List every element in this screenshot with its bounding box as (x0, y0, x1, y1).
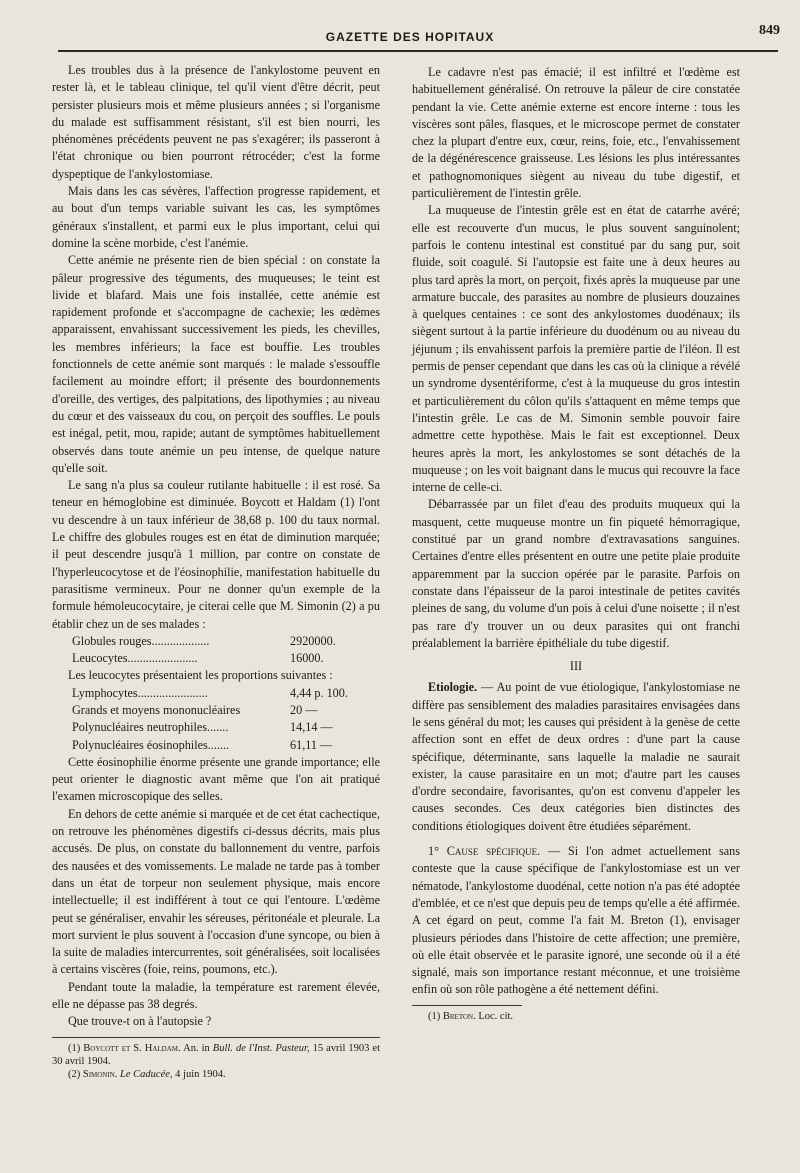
proportion-label: Lymphocytes....................... (72, 685, 208, 700)
right-column (412, 64, 740, 1023)
proportion-label: Polynucléaires éosinophiles....... (72, 737, 230, 752)
paragraph: En dehors de cette anémie si marquée et de cet état cachectique, on retrouve les phénomènes digestifs ci-dessus décrits, mais plus accusés. De plus, on constate du ballonnement du ventre, parfois des nausées et des vomissements. Le malade ne tarde pas à tomber dans un état de torpeur non seulement physique, mais encore intellectuelle; il est indifférent à tout ce qui l'entoure. L'œdème peut se généraliser, envahir les séreuses, péritonéale et pleurale. La mort survient le plus souvent à l'occasion d'une syncope, ou bien à la suite de maladies intercurrentes, soit généralisées, soit localisées à certains viscères (foie, reins, poumons, etc.). (52, 806, 380, 977)
paragraph: Que trouve-t on à l'autopsie ? (68, 1014, 212, 1029)
proportion-label: Grands et moyens mononucléaires (72, 702, 241, 717)
blood-count-label: Globules rouges................... (72, 633, 210, 648)
paragraph: La muqueuse de l'intestin grêle est en état de catarrhe avéré; elle est recouverte d'un mucus, le plus souvent sanguinolent; parfois le contenu intestinal est constitué par du sang pur, soit fluide, soit coagulé. Si l'autopsie est faite une à deux heures au plus tard après la mort, on perçoit, fixés après la muqueuse par une armature buccale, des parasites au nombre de plusieurs douzaines à quelques centaines : ce sont des ankylostomes duodénaux; ils siègent surtout à la partie inférieure du duodénum ou au niveau du jéjunum ; ils envahissent parfois la première partie de l'iléon. Il est permis de penser cependant que dans les cas où la clinique a révélé un syndrome dysentériforme, c'est à la muqueuse du gros intestin et particulièrement du côlon qu'ils s'attaquent en même temps que l'intestin grêle. Le cas de M. Simonin semble pouvoir faire admettre cette hypothèse. Mais le fait est exceptionnel. Deux heures après la mort, les ankylostomes se sont détachés de la muqueuse ; on les voit baignant dans le mucus qui recouvre la face interne de celle-ci. (412, 203, 740, 495)
paragraph: Le sang n'a plus sa couleur rutilante habituelle : il est rosé. Sa teneur en hémoglobine est diminuée. Boycott et Haldam (1) l'ont vu descendre à un taux inférieur de 38,68 p. 100 du taux normal. Le chiffre des globules rouges est en état de diminution marquée; il peut descendre jusqu'à 1 million, par contre on constate de l'hyperleucocytose et de l'éosinophilie, manifestation habituelle du parasitisme vermineux. Pour ne donner qu'un exemple de la formule hémoleucocytaire, je citerai celle que M. Simonin (2) a pu établir chez un de ses malades : (52, 478, 380, 631)
proportion-row (52, 737, 380, 754)
blood-count-value: 2920000. (290, 633, 336, 648)
paragraph: Cette éosinophilie énorme présente une grande importance; elle peut orienter le diagnostic avant même que l'on ait pratiqué l'examen microscopique des selles. (52, 754, 380, 804)
proportion-label: Polynucléaires neutrophiles....... (72, 720, 229, 735)
paragraph: Le cadavre n'est pas émacié; il est infiltré et l'œdème est habituellement généralisé. On retrouve la pâleur de cire constatée pendant la vie. Cette anémie externe est encore interne : tous les viscères sont pâles, flasques, et le microscope permet de constater chez la plupart d'entre eux, cœur, reins, foie, etc., l'envahissement de la dégénérescence graisseuse. Les lésions les plus intéressantes et pathognomoniques siègent au niveau du tube digestif, et particulièrement de l'intestin grêle. (412, 65, 740, 201)
left-column (52, 62, 380, 1081)
journal-title: GAZETTE DES HOPITAUX (325, 30, 495, 44)
proportion-value: 4,44 p. 100. (290, 685, 348, 700)
section-number: III (569, 659, 583, 674)
blood-count-label: Leucocytes....................... (72, 651, 198, 666)
paragraph: Mais dans les cas sévères, l'affection progresse rapidement, et au bout d'un temps variable suivant les cas, les symptômes généraux s'installent, et parmi eux le plus important, celui qui domine la scène morbide, c'est l'anémie. (52, 184, 380, 250)
page-number: 849 (759, 23, 780, 38)
blood-count-row (52, 633, 380, 650)
footnote: (1) Breton. Loc. cit. (428, 1010, 514, 1022)
paragraph: Cette anémie ne présente rien de bien spécial : on constate la pâleur progressive des téguments, des muqueuses; le teint est livide et blafard. Mais une fois installée, cette anémie est rapidement profonde et s'accompagne de cachexie; les œdèmes apparaissent, envahissant successivement les pieds, les chevilles, les membres inférieurs; la face est bouffie. Les troubles fonctionnels de cette anémie sont marqués : le malade s'essouffle facilement au moindre effort; il présente des bourdonnements d'oreille, des vertiges, des palpitations, des lipothymies ; au niveau du cœur et des vaisseaux du cou, on perçoit des souffles. Le pouls est inégal, petit, mou, rapide; autant de symptômes habituellement observés dans toute anémie un peu intense, de quelque nature qu'elle soit. (52, 253, 380, 475)
etiology-heading: Etiologie. (428, 680, 478, 695)
paragraph: Les troubles dus à la présence de l'ankylostome peuvent en rester là, et le tableau clinique, tel qu'il vient d'être décrit, peut persister plusieurs mois et même plusieurs années ; si l'organisme du malade est suffisamment résistant, s'il est bien nourri, les phénomènes précédents peuvent ne pas s'exagérer; ils passeront à l'état chronique ou bien pourront rétrocéder; c'est la forme dyspeptique de l'ankylostomiase. (52, 63, 380, 181)
proportion-value: 14,14 — (290, 720, 333, 735)
footnotes (412, 1005, 522, 1023)
specific-cause-heading: 1° Cause spécifique. (428, 844, 541, 859)
proportion-row (52, 702, 380, 719)
etiology-paragraph: Etiologie. — Au point de vue étiologique, l'ankylostomiase ne diffère pas sensiblement des maladies parasitaires envisagées dans le sens général du mot; les causes qui président à la genèse de cette affection sont en effet de deux ordres : d'une part la cause spécifique, déterminante, sans laquelle la maladie ne saurait exister, la cause parasitaire en un mot; d'autre part les causes d'ordre secondaire, favorisantes, qu'on est convenu d'appeler les causes secondes. Ces deux catégories bien distinctes des conditions étiologiques doivent être étudiées séparément. (412, 680, 740, 833)
blood-count-value: 16000. (290, 651, 324, 666)
page-header (40, 23, 780, 48)
proportion-value: 20 — (290, 702, 318, 717)
paragraph: Débarrassée par un filet d'eau des produits muqueux qui la masquent, cette muqueuse montre un fin piqueté hémorragique, constitué par un grand nombre d'extravasations sanguines. Certaines d'entre elles présentent en outre une petite plaie produite apparemment par la succion opérée par le parasite. Parfois on constate dans l'épaisseur de la paroi intestinale de petites cavités pleines de sang, du volume d'un pois à celui d'une noisette ; il n'est pas rare d'y trouver un ou deux parasites qui ont franchi préalablement la barrière épithéliale du tube digestif. (412, 497, 740, 650)
footnotes (52, 1037, 380, 1081)
proportion-row (52, 719, 380, 736)
paragraph: Les leucocytes présentaient les proportions suivantes : (68, 668, 333, 683)
footnote: (2) Simonin. Le Caducée, 4 juin 1904. (68, 1068, 226, 1080)
proportion-value: 61,11 — (290, 737, 333, 752)
proportion-row (52, 685, 380, 702)
blood-count-row (52, 650, 380, 667)
specific-cause-paragraph: 1° Cause spécifique. — Si l'on admet actuellement sans conteste que la cause spécifique de l'ankylostomiase est un ver nématode, l'ankylostome duodénal, cette notion n'a pas été adoptée d'emblée, et ce n'est que depuis peu de temps qu'elle a été affirmée. A cet égard on peut, comme l'a fait M. Breton (1), envisager plusieurs périodes dans l'histoire de cette affection; une première, où elle était observée et le parasite ignoré, une seconde où il a été signalé, mais son importance restant méconnue, et une troisième enfin où son rôle pathogène a été nettement défini. (412, 844, 740, 997)
header-rule (58, 50, 778, 52)
paragraph: Pendant toute la maladie, la température est rarement élevée, elle ne dépasse pas 38 degrés. (52, 979, 380, 1012)
footnote: (1) Boycott et S. Haldam. An. in Bull. de l'Inst. Pasteur, 15 avril 1903 et 30 avril 1904. (52, 1042, 381, 1067)
